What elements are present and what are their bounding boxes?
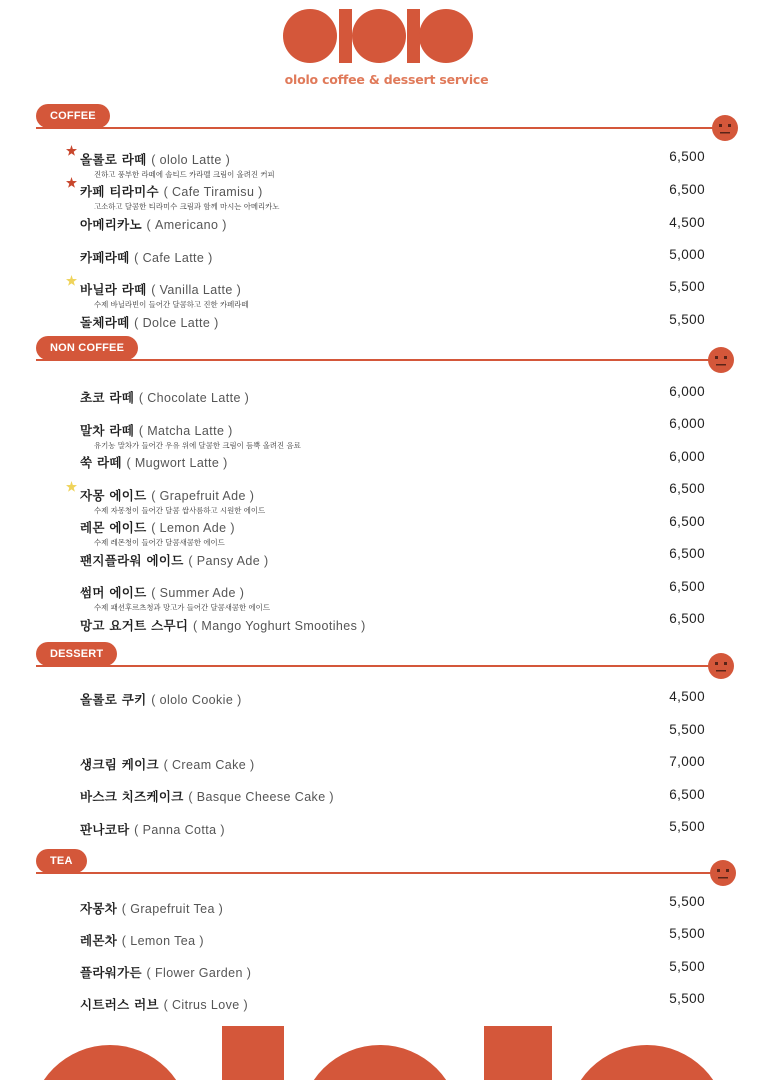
menu-item-price: 5,500 (669, 279, 705, 294)
menu-item-price: 6,500 (669, 546, 705, 561)
menu-item-description: 수제 자몽청이 들어간 달콤 쌉사름하고 시원한 에이드 (94, 506, 266, 515)
menu-item-description: 수제 레몬청이 들어간 달콤새콤한 에이드 (94, 538, 225, 547)
bottom-logo-art (0, 1020, 773, 1080)
menu-item: 돌체라떼 ( Dolce Latte ) (80, 315, 219, 330)
menu-item: 아메리카노 ( Americano ) (80, 217, 227, 232)
menu-item: 레몬 에이드 ( Lemon Ade ) (80, 520, 235, 535)
menu-item-price: 4,500 (669, 689, 705, 704)
menu-item: 올롤로 라떼 ( ololo Latte ) (80, 152, 231, 167)
menu-item: 카페라떼 ( Cafe Latte ) (80, 250, 213, 265)
star-icon (66, 145, 77, 156)
menu-item: 바닐라 라떼 ( Vanilla Latte ) (80, 282, 242, 297)
menu-item-price: 5,500 (669, 926, 705, 941)
smiley-face-icon (708, 347, 734, 373)
menu-item: 초코 라떼 ( Chocolate Latte ) (80, 390, 250, 405)
section-divider (36, 127, 733, 129)
smiley-face-icon (712, 115, 738, 141)
menu-item-price: 5,500 (669, 894, 705, 909)
menu-item: 시트러스 러브 ( Citrus Love ) (80, 997, 249, 1012)
menu-item-price: 5,500 (669, 819, 705, 834)
menu-item: 말차 라떼 ( Matcha Latte ) (80, 423, 233, 438)
menu-item-price: 6,000 (669, 416, 705, 431)
menu-item-price: 6,500 (669, 514, 705, 529)
menu-item-price: 6,500 (669, 579, 705, 594)
menu-item: 썸머 에이드 ( Summer Ade ) (80, 585, 245, 600)
menu-item-price: 6,500 (669, 611, 705, 626)
star-icon (66, 177, 77, 188)
menu-item-price: 6,500 (669, 149, 705, 164)
menu-item-price: 5,500 (669, 959, 705, 974)
section-divider (36, 665, 733, 667)
menu-item-price: 5,500 (669, 991, 705, 1006)
star-icon (66, 481, 77, 492)
menu-item-description: 유기농 말차가 들어간 우유 위에 달콤한 크림이 듬뿍 올려진 음료 (94, 441, 301, 450)
menu-item: 카페 티라미수 ( Cafe Tiramisu ) (80, 184, 263, 199)
section-divider (36, 872, 733, 874)
section-title-non-coffee: NON COFFEE (36, 336, 138, 360)
menu-item: 자몽차 ( Grapefruit Tea ) (80, 901, 224, 916)
menu-item: 생크림 케이크 ( Cream Cake ) (80, 757, 255, 772)
menu-item-price: 6,500 (669, 182, 705, 197)
section-divider (36, 359, 733, 361)
menu-item: 바스크 치즈케이크 ( Basque Cheese Cake ) (80, 789, 334, 804)
ololo-logo (283, 9, 489, 63)
section-title-dessert: DESSERT (36, 642, 117, 666)
section-title-tea: TEA (36, 849, 87, 873)
menu-item-description: 진하고 풍부한 라떼에 솔티드 카라멜 크림이 올려진 커피 (94, 170, 275, 179)
menu-item: 레몬차 ( Lemon Tea ) (80, 933, 204, 948)
menu-item-price: 6,000 (669, 384, 705, 399)
menu-item-price: 7,000 (669, 754, 705, 769)
menu-item: 쑥 라떼 ( Mugwort Latte ) (80, 455, 228, 470)
menu-item: 올롤로 쿠키 ( ololo Cookie ) (80, 692, 242, 707)
smiley-face-icon (708, 653, 734, 679)
menu-item-price: 5,500 (669, 312, 705, 327)
section-title-coffee: COFFEE (36, 104, 110, 128)
star-icon (66, 275, 77, 286)
menu-item: 자몽 에이드 ( Grapefruit Ade ) (80, 488, 255, 503)
menu-item-price: 6,500 (669, 787, 705, 802)
menu-item: 팬지플라워 에이드 ( Pansy Ade ) (80, 553, 269, 568)
menu-item-price: 4,500 (669, 215, 705, 230)
menu-item-price: 5,000 (669, 247, 705, 262)
tagline: ololo coffee & dessert service (284, 72, 489, 87)
menu-item-price: 6,500 (669, 481, 705, 496)
menu-item-price: 5,500 (669, 722, 705, 737)
menu-item-description: 수제 바닐라빈이 들어간 달콤하고 진한 카페라떼 (94, 300, 249, 309)
smiley-face-icon (710, 860, 736, 886)
menu-item: 플라워가든 ( Flower Garden ) (80, 965, 252, 980)
menu-item-price: 6,000 (669, 449, 705, 464)
menu-item-description: 수제 패션후르츠청과 망고가 들어간 달콤새콤한 에이드 (94, 603, 270, 612)
menu-item: 판나코타 ( Panna Cotta ) (80, 822, 225, 837)
menu-item-description: 고소하고 달콤한 티라미수 크림과 함께 마시는 아메리카노 (94, 202, 280, 211)
menu-item: 망고 요거트 스무디 ( Mango Yoghurt Smootihes ) (80, 618, 366, 633)
